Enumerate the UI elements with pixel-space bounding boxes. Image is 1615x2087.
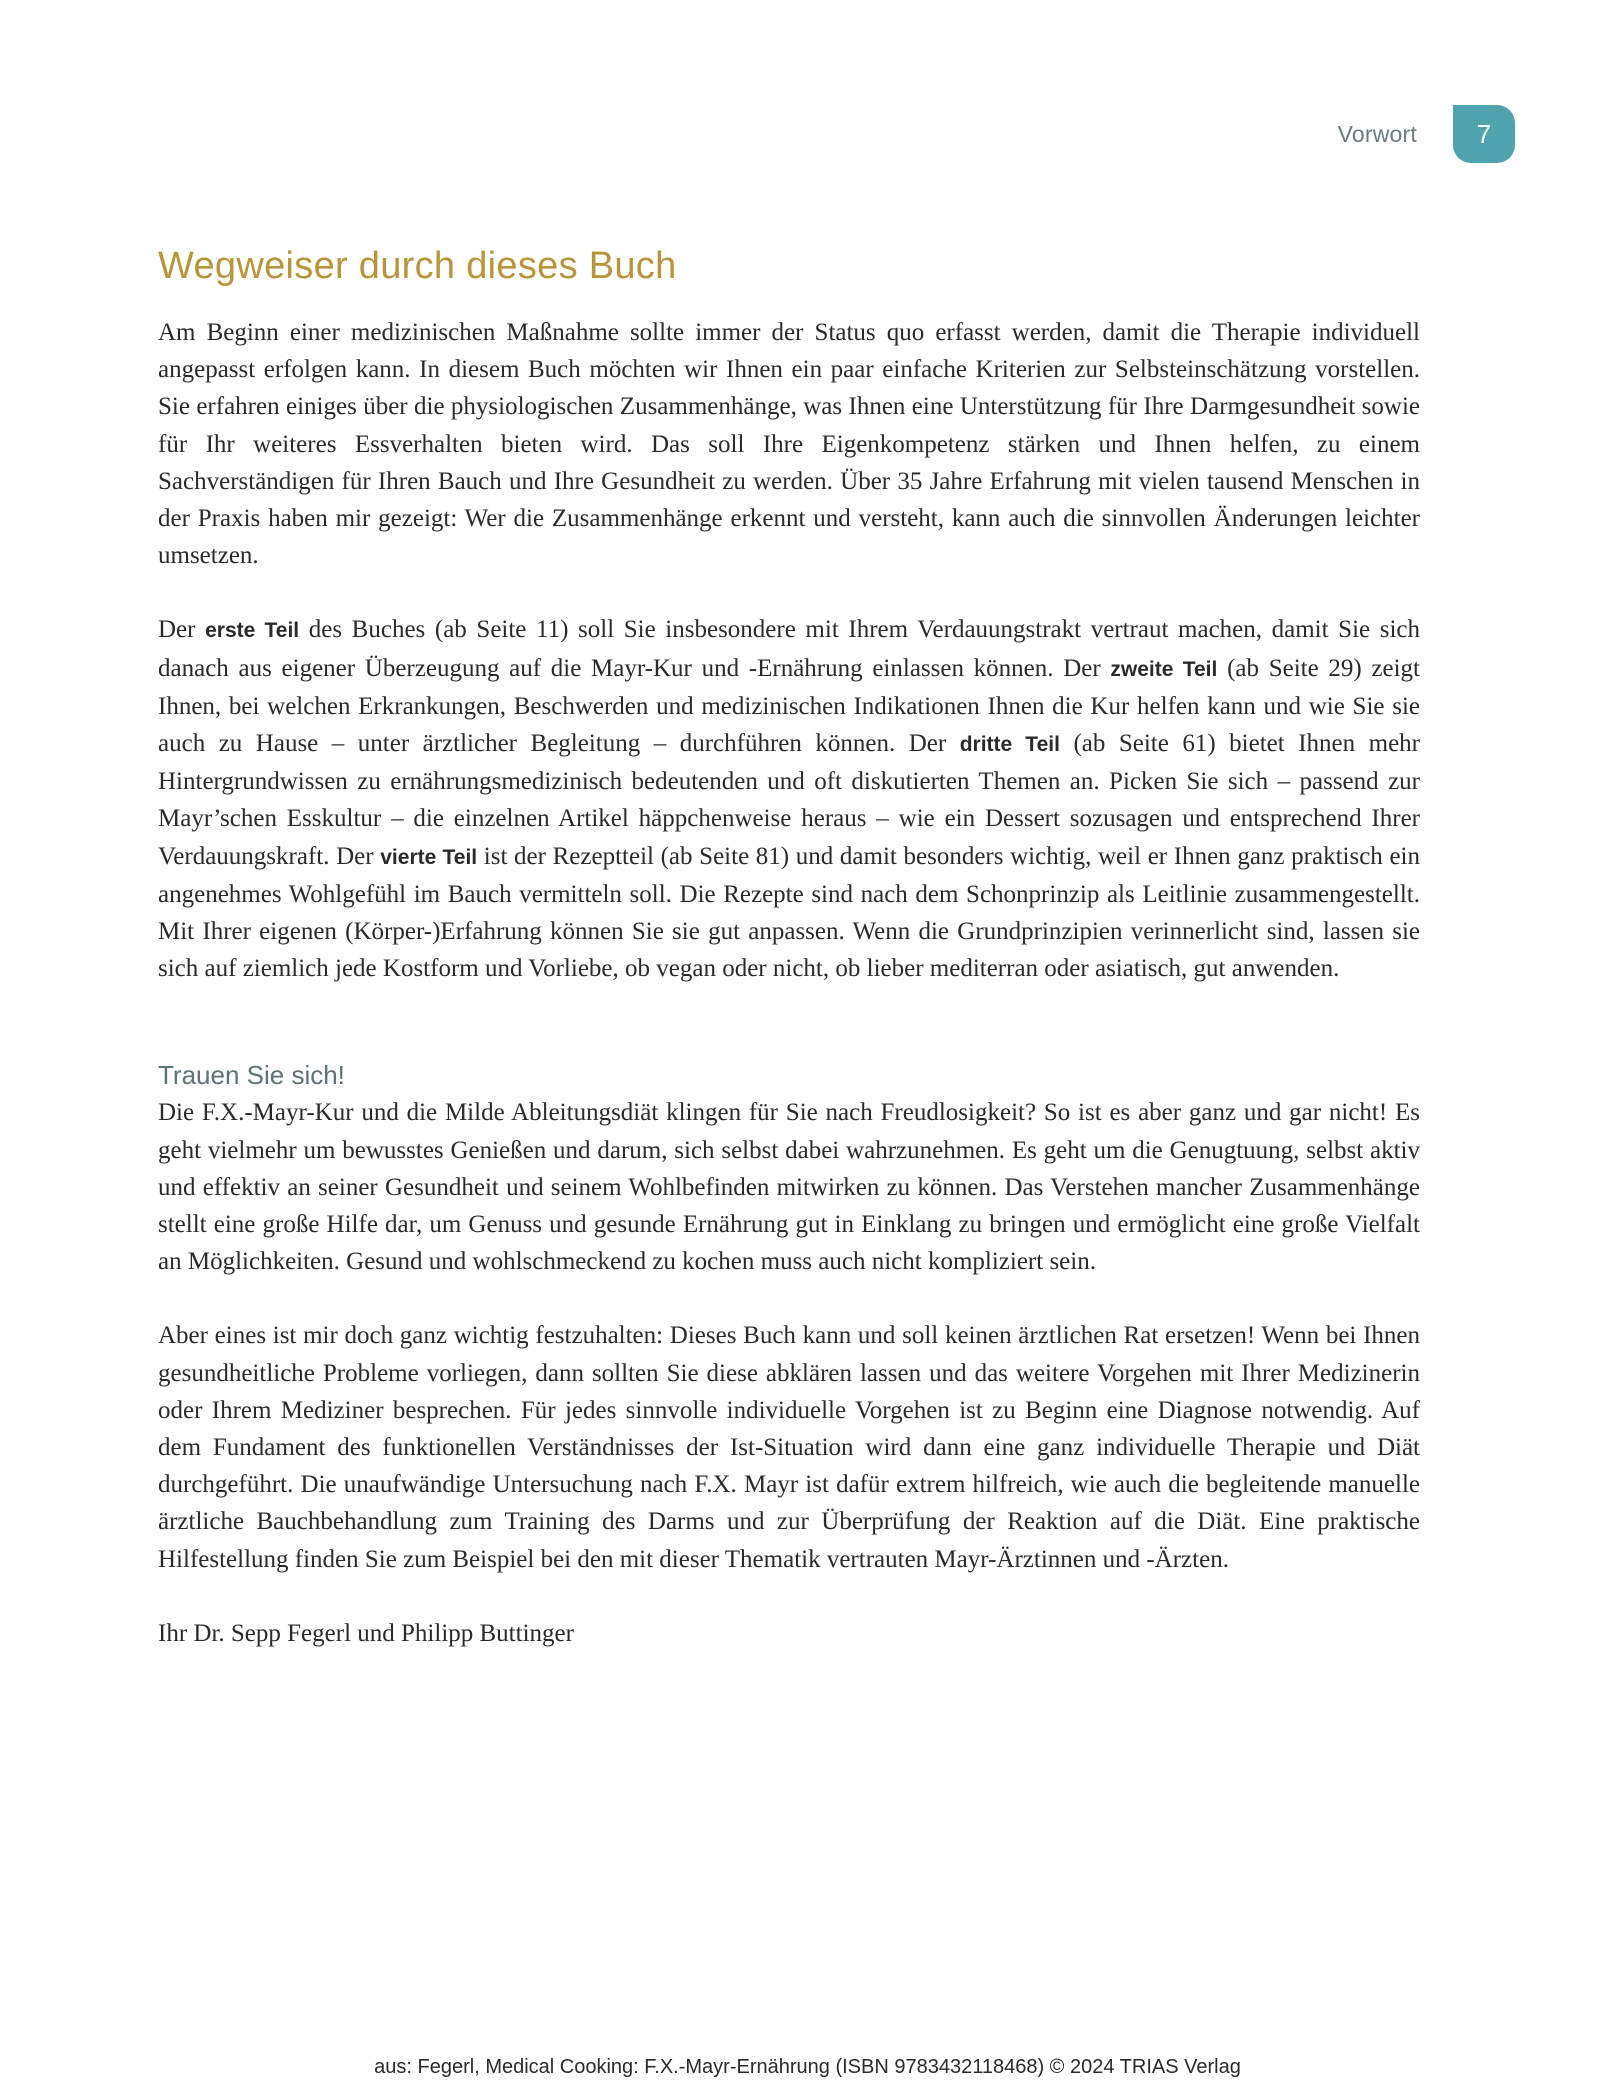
- part-three-label: dritte Teil: [959, 733, 1060, 757]
- trust-paragraph: Die F.X.-Mayr-Kur und die Milde Ableitungsdiät klingen für Sie nach Freudlosigkeit? So ist es aber ganz und gar nicht! Es geht vielmehr um bewusstes Genießen und darum, sich selbst dabei wahrzunehmen. Es geht um die Genugtuung, selbst aktiv und effektiv an seiner Gesundheit und seinem Wohlbefinden mitwirken zu können. Das Verstehen mancher Zusammenhänge stellt eine große Hilfe dar, um Genuss und gesunde Ernährung gut in Einklang zu bringen und ermöglicht eine große Vielfalt an Möglichkeiten. Gesund und wohlschmeckend zu kochen muss auch nicht kompliziert sein.: [158, 1099, 1420, 1276]
- disclaimer-paragraph: Aber eines ist mir doch ganz wichtig festzuhalten: Dieses Buch kann und soll keinen ärztlichen Rat ersetzen! Wenn bei Ihnen gesundheitliche Probleme vorliegen, dann sollten Sie diese abklären lassen und das weitere Vorgehen mit Ihrer Medizinerin oder Ihrem Mediziner besprechen. Für jedes sinnvolle individuelle Vorgehen ist zu Beginn eine Diagnose notwendig. Auf dem Fundament des funktionellen Verständnisses der Ist-Situation wird dann eine ganz individuelle Therapie und Diät durchgeführt. Die unaufwändige Untersuchung nach F.X. Mayr ist dafür extrem hilfreich, wie auch die begleitende manuelle ärztliche Bauchbehandlung zum Training des Darms und zur Überprüfung der Reaktion auf die Diät. Eine praktische Hilfestellung finden Sie zum Beispiel bei den mit dieser Thematik vertrauten Mayr-Ärztinnen und -Ärzten.: [158, 1322, 1420, 1573]
- section-name: Vorwort: [1337, 120, 1417, 147]
- book-parts-paragraph: [158, 611, 1420, 987]
- part-two-text: (ab Seite 29) zeigt Ihnen, bei welchen Erkrankungen, Beschwerden und medizinischen Indikationen Ihnen die Kur helfen kann und wie Sie sie auch zu Hause – unter ärztlicher Begleitung – durchführen können. Der: [158, 654, 1420, 758]
- part-one-label: erste Teil: [205, 619, 300, 643]
- part-one-text: des Buches (ab Seite 11) soll Sie insbesondere mit Ihrem Verdauungstrakt vertraut machen, damit Sie sich danach aus eigener Überzeugung auf die Mayr-Kur und -Ernährung einlassen können. Der: [158, 616, 1421, 682]
- part-two-label: zweite Teil: [1110, 657, 1218, 681]
- page-title: Wegweiser durch dieses Buch: [158, 245, 677, 287]
- running-header: [1338, 108, 1515, 160]
- intro-paragraph: Am Beginn einer medizinischen Maßnahme sollte immer der Status quo erfasst werden, damit die Therapie individuell angepasst erfolgen kann. In diesem Buch möchten wir Ihnen ein paar einfache Kriterien zur Selbsteinschätzung vorstellen. Sie erfahren einiges über die physiologischen Zusammenhänge, was Ihnen eine Unterstützung für Ihre Darmgesundheit sowie für Ihr weiteres Essverhalten bieten wird. Das soll Ihre Eigenkompetenz stärken und Ihnen helfen, zu einem Sachverständigen für Ihren Bauch und Ihre Gesundheit zu werden. Über 35 Jahre Erfahrung mit vielen tausend Menschen in der Praxis haben mir gezeigt: Wer die Zusammenhänge erkennt und versteht, kann auch die sinnvollen Änderungen leichter umsetzen.: [158, 319, 1420, 570]
- parts-text-lead: Der: [158, 616, 206, 644]
- page-content: [158, 245, 1420, 1652]
- signature: Ihr Dr. Sepp Fegerl und Philipp Buttinger: [158, 1619, 574, 1647]
- source-footer: aus: Fegerl, Medical Cooking: F.X.-Mayr-Ernährung (ISBN 9783432118468) © 2024 TRIAS Verlag: [374, 2056, 1241, 2078]
- page-number-badge: 7: [1453, 105, 1515, 163]
- part-four-label: vierte Teil: [380, 845, 478, 869]
- part-four-text: ist der Rezeptteil (ab Seite 81) und damit besonders wichtig, weil er Ihnen ganz praktisch ein angenehmes Wohlgefühl im Bauch vermitteln soll. Die Rezepte sind nach dem Schonprinzip als Leitlinie zusammengestellt. Mit Ihrer eigenen (Körper-)Erfahrung können Sie sie gut anpassen. Wenn die Grundprinzipien verinnerlicht sind, lassen sie sich auf ziemlich jede Kostform und Vorliebe, ob vegan oder nicht, ob lieber mediterran oder asiatisch, gut anwenden.: [158, 842, 1420, 983]
- part-three-text: (ab Seite 61) bietet Ihnen mehr Hintergrundwissen zu ernährungsmedizinisch bedeutenden und oft diskutierten Themen an. Picken Sie sich – passend zur Mayr’schen Esskultur – die einzelnen Artikel häppchenweise heraus – wie ein Dessert sozusagen und entsprechend Ihrer Verdauungskraft. Der: [158, 730, 1421, 870]
- section-subheading: Trauen Sie sich!: [158, 1060, 345, 1091]
